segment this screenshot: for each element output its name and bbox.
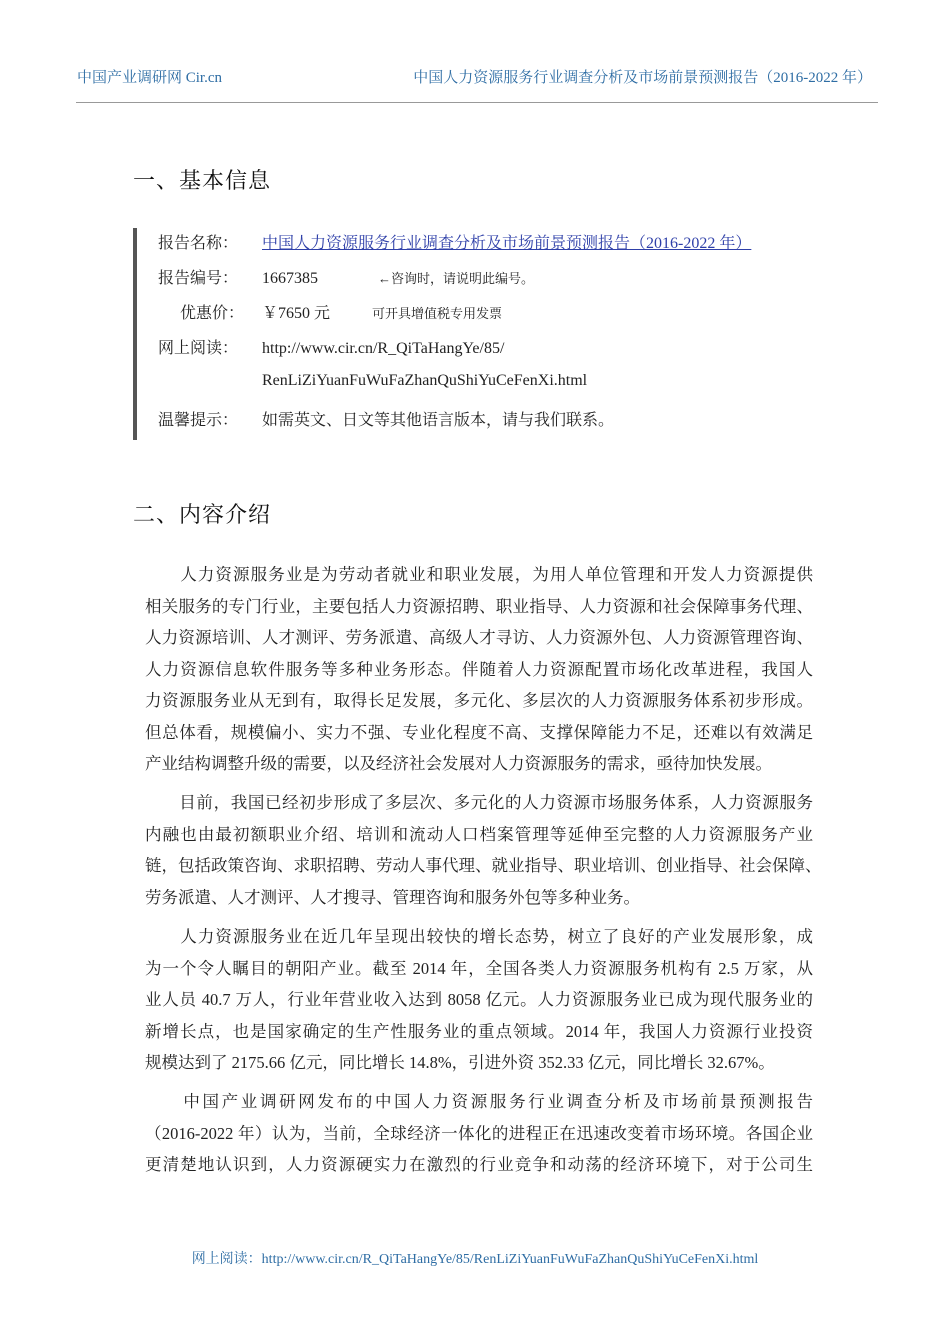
paragraph-line: 人力资源信息软件服务等多种业务形态。伴随着人力资源配置市场化改革进程，我国人 xyxy=(145,659,813,679)
paragraph-line: 相关服务的专门行业，主要包括人力资源招聘、职业指导、人力资源和社会保障事务代理、 xyxy=(145,596,813,616)
header-divider xyxy=(76,102,878,103)
paragraph-line: 规模达到了 2175.66 亿元，同比增长 14.8%，引进外资 352.33 亿元，同比增长 32.67%。 xyxy=(145,1053,775,1072)
paragraph-line: 产业结构调整升级的需要，以及经济社会发展对人力资源服务的需求，亟待加快发展。 xyxy=(145,754,772,773)
report-code-label: 报告编号： xyxy=(158,270,239,287)
paragraph-line: 劳务派遣、人才测评、人才搜寻、管理咨询和服务外包等多种业务。 xyxy=(145,887,640,907)
paragraph-line: 人力资源培训、人才测评、劳务派遣、高级人才寻访、人力资源外包、人力资源管理咨询、 xyxy=(145,628,813,647)
intro-paragraph-4 xyxy=(145,1086,813,1181)
page-footer-url[interactable]: 网上阅读：http://www.cir.cn/R_QiTaHangYe/85/RenLiZiYuanFuWuFaZhanQuShiYuCeFenXi.html xyxy=(191,1252,759,1267)
paragraph-line: 人力资源服务业是为劳动者就业和职业发展，为用人单位管理和开发人力资源提供 xyxy=(145,565,813,584)
info-row-online-reading-cont xyxy=(158,372,587,390)
tip-label: 温馨提示： xyxy=(158,412,239,429)
info-row-price xyxy=(158,300,502,323)
report-code-note: ←咨询时，请说明此编号。 xyxy=(378,271,535,286)
paragraph-line: 中国产业调研网发布的中国人力资源服务行业调查分析及市场前景预测报告 xyxy=(145,1092,813,1111)
paragraph-line: （2016-2022 年）认为，当前，全球经济一体化的进程正在迅速改变着市场环境。各国企业 xyxy=(145,1123,813,1143)
online-reading-label: 网上阅读： xyxy=(158,340,239,357)
paragraph-line: 新增长点，也是国家确定的生产性服务业的重点领域。2014 年，我国人力资源行业投资 xyxy=(145,1021,813,1041)
paragraph-line: 人力资源服务业在近几年呈现出较快的增长态势，树立了良好的产业发展形象，成 xyxy=(145,927,813,946)
paragraph-line: 内融也由最初额职业介绍、培训和流动人口档案管理等延伸至完整的人力资源服务产业 xyxy=(145,824,813,844)
info-row-report-name xyxy=(158,230,751,253)
online-reading-url-line1[interactable]: http://www.cir.cn/R_QiTaHangYe/85/ xyxy=(262,340,505,357)
price-note: 可开具增值税专用发票 xyxy=(372,306,503,321)
intro-paragraph-2 xyxy=(145,787,822,913)
paragraph-line: 链，包括政策咨询、求职招聘、劳动人事代理、就业指导、职业培训、创业指导、社会保障、 xyxy=(145,856,822,875)
paragraph-line: 力资源服务业从无到有，取得长足发展，多元化、多层次的人力资源服务体系初步形成。 xyxy=(145,691,813,710)
price-value: ￥7650 元 xyxy=(262,305,331,322)
header-site-name: 中国产业调研网 Cir.cn xyxy=(77,70,222,86)
section-heading-basic-info: 一、基本信息 xyxy=(133,169,272,194)
paragraph-line: 但总体看，规模偏小、实力不强、专业化程度不高、支撑保障能力不足，还难以有效满足 xyxy=(145,722,813,742)
report-name-label: 报告名称： xyxy=(158,235,239,252)
intro-paragraph-3 xyxy=(145,921,813,1079)
report-code-value: 1667385 xyxy=(262,270,318,287)
intro-paragraph-1 xyxy=(145,559,813,780)
info-row-report-code xyxy=(158,265,534,288)
price-label: 优惠价： xyxy=(179,305,244,322)
info-row-tip xyxy=(158,407,614,430)
paragraph-line: 目前，我国已经初步形成了多层次、多元化的人力资源市场服务体系，人力资源服务 xyxy=(145,793,813,812)
info-row-online-reading xyxy=(158,335,504,358)
section-heading-content-intro: 二、内容介绍 xyxy=(133,503,272,528)
basic-info-box xyxy=(133,228,837,440)
tip-value: 如需英文、日文等其他语言版本，请与我们联系。 xyxy=(262,412,615,429)
paragraph-line: 业人员 40.7 万人，行业年营业收入达到 8058 亿元。人力资源服务业已成为现代服务业的 xyxy=(145,990,813,1009)
online-reading-url-line2[interactable]: RenLiZiYuanFuWuFaZhanQuShiYuCeFenXi.html xyxy=(262,372,588,389)
header-report-title: 中国人力资源服务行业调查分析及市场前景预测报告（2016-2022 年） xyxy=(413,70,872,86)
paragraph-line: 更清楚地认识到，人力资源硬实力在激烈的行业竞争和动荡的经济环境下，对于公司生 xyxy=(145,1155,813,1174)
paragraph-line: 为一个令人瞩目的朝阳产业。截至 2014 年，全国各类人力资源服务机构有 2.5 万家，从 xyxy=(145,958,813,978)
report-name-link[interactable]: 中国人力资源服务行业调查分析及市场前景预测报告（2016-2022 年） xyxy=(262,235,752,252)
